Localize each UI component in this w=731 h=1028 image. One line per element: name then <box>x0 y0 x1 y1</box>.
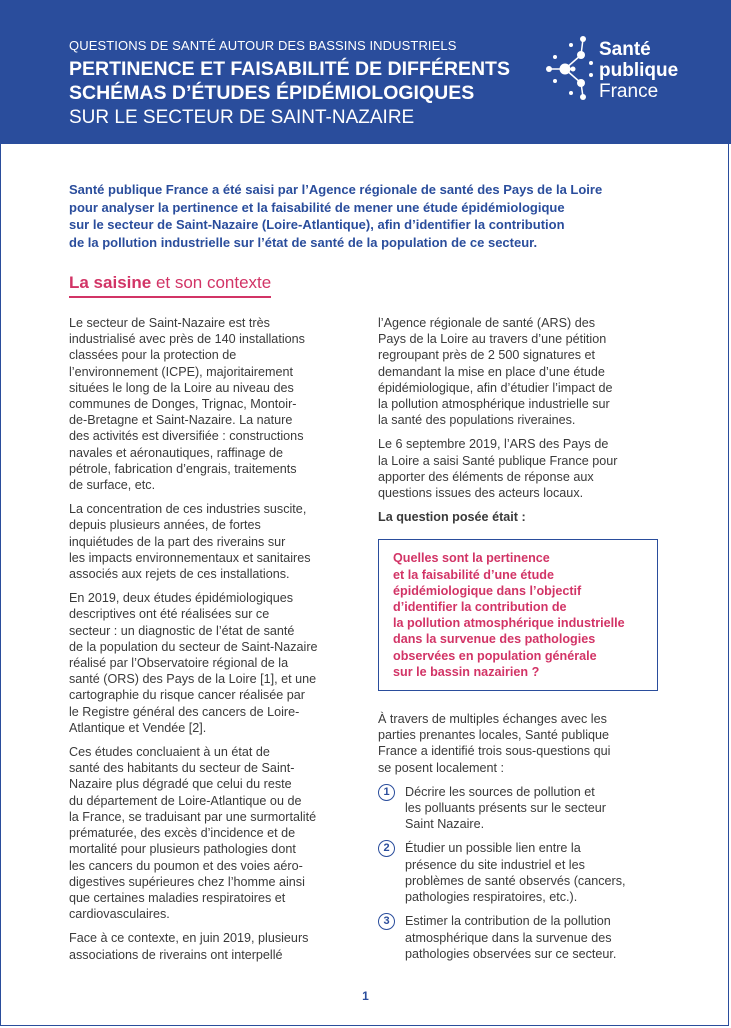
text-line: associés aux rejets de ces installations. <box>69 567 290 582</box>
text-line: du département de Loire-Atlantique ou de <box>69 793 302 808</box>
paragraph <box>378 436 663 501</box>
text-line: Nazaire plus dégradé que celui du reste <box>69 777 292 792</box>
text-line: de surface, etc. <box>69 478 156 493</box>
page-header <box>0 0 731 144</box>
section-title-rest: et son contexte <box>151 273 272 292</box>
sante-publique-france-logo <box>543 33 693 105</box>
paragraph <box>69 501 354 582</box>
subquestion-item <box>378 784 663 833</box>
text-line: présence du site industriel et les <box>405 857 585 872</box>
paragraph <box>378 315 663 428</box>
text-line: pétrole, fabrication d’engrais, traitements <box>69 461 297 476</box>
text-line: se posent localement : <box>378 760 505 775</box>
text-line: mortalité pour plusieurs pathologies dont <box>69 842 296 857</box>
text-line: l’environnement (ICPE), majoritairement <box>69 364 293 379</box>
text-line: Face à ce contexte, en juin 2019, plusieurs <box>69 931 309 946</box>
text-line: secteur : un diagnostic de l’état de santé <box>69 623 295 638</box>
text-line: Saint Nazaire. <box>405 817 485 832</box>
text-line: des activités est diversifiée : constructions <box>69 429 304 444</box>
text-line: industrialisé avec près de 140 installations <box>69 332 305 347</box>
text-line: Ces études concluaient à un état de <box>69 745 270 760</box>
text-line: de-Bretagne et Saint-Nazaire. La nature <box>69 413 293 428</box>
text-line: demandant la mise en place d’une étude <box>378 364 605 379</box>
text-line: les impacts environnementaux et sanitaires <box>69 550 311 565</box>
text-line: situées le long de la Loire au niveau des <box>69 380 294 395</box>
number-badge: 2 <box>378 840 395 857</box>
text-line: la Loire a saisi Santé publique France pour <box>378 453 618 468</box>
left-column <box>69 315 354 971</box>
question-label: La question posée était : <box>378 510 526 525</box>
header-title <box>69 57 539 105</box>
text-line: problèmes de santé observés (cancers, <box>405 873 626 888</box>
right-column <box>378 315 663 970</box>
text-line: pathologies respiratoires, etc.). <box>405 890 578 905</box>
text-line: épidémiologique, afin d’étudier l’impact de <box>378 380 613 395</box>
text-line: santé (ORS) des Pays de la Loire [1], et une <box>69 672 317 687</box>
paragraph <box>69 930 354 962</box>
text-line: descriptives ont été réalisées sur ce <box>69 607 270 622</box>
text-line: Atlantique et Vendée [2]. <box>69 720 207 735</box>
paragraph <box>69 315 354 493</box>
text-line: associations de riverains ont interpellé <box>69 947 283 962</box>
header-supertitle: QUESTIONS DE SANTÉ AUTOUR DES BASSINS INDUSTRIELS <box>69 38 457 53</box>
text-line: la pollution atmosphérique industrielle sur <box>378 397 610 412</box>
text-line: prématurée, des excès d’incidence et de <box>69 826 296 841</box>
intro-line: sur le secteur de Saint-Nazaire (Loire-Atlantique), afin d’identifier la contribution <box>69 217 565 232</box>
section-title <box>69 273 271 298</box>
subquestion-item <box>378 913 663 962</box>
intro-summary <box>69 181 669 251</box>
question-line: sur le bassin nazairien ? <box>393 664 540 679</box>
text-line: la France, se traduisant par une surmortalité <box>69 809 317 824</box>
text-line: En 2019, deux études épidémiologiques <box>69 591 294 606</box>
logo-wordmark <box>599 39 678 102</box>
intro-line: pour analyser la pertinence et la faisabilité de mener une étude épidémiologique <box>69 199 565 215</box>
text-line: inquiétudes de la part des riverains sur <box>69 534 286 549</box>
intro-line: Santé publique France a été saisi par l’Agence régionale de santé des Pays de la Loire <box>69 182 603 197</box>
text-line: réalisé par l’Observatoire régional de la <box>69 656 289 671</box>
text-line: cartographie du risque cancer réalisée par <box>69 688 305 703</box>
text-line: l’Agence régionale de santé (ARS) des <box>378 316 596 330</box>
text-line: Le 6 septembre 2019, l’ARS des Pays de <box>378 437 609 452</box>
number-badge: 3 <box>378 913 395 930</box>
question-line: la pollution atmosphérique industrielle <box>393 616 625 631</box>
header-title-line: SCHÉMAS D’ÉTUDES ÉPIDÉMIOLOGIQUES <box>69 82 475 104</box>
header-title-line: PERTINENCE ET FAISABILITÉ DE DIFFÉRENTS <box>69 58 510 80</box>
text-line: parties prenantes locales, Santé publique <box>378 728 610 743</box>
intro-line: de la pollution industrielle sur l’état de santé de la population de ce secteur. <box>69 234 538 250</box>
text-line: apporter des éléments de réponse aux <box>378 469 594 484</box>
logo-line: publique <box>599 60 679 81</box>
section-title-bold: La saisine <box>69 273 152 292</box>
logo-line: France <box>599 81 659 102</box>
text-line: digestives supérieures chez l’homme ainsi <box>69 874 305 889</box>
text-line: le Registre général des cancers de Loire- <box>69 704 300 719</box>
text-line: regroupant près de 2 500 signatures et <box>378 348 596 363</box>
text-line: depuis plusieurs années, de fortes <box>69 518 261 533</box>
text-line: les cancers du poumon et des voies aéro- <box>69 858 303 873</box>
text-line: classées pour la protection de <box>69 348 237 363</box>
text-line: questions issues des acteurs locaux. <box>378 486 584 501</box>
text-line: pathologies observées sur ce secteur. <box>405 946 617 961</box>
text-line: santé des habitants du secteur de Saint- <box>69 761 295 776</box>
paragraph <box>69 590 354 736</box>
text-line: La concentration de ces industries suscite, <box>69 502 307 517</box>
header-subtitle: SUR LE SECTEUR DE SAINT-NAZAIRE <box>69 107 415 128</box>
text-line: Étudier un possible lien entre la <box>405 841 581 856</box>
text-line: la santé des populations riveraines. <box>378 413 576 428</box>
paragraph <box>378 711 663 776</box>
text-line: Pays de la Loire au travers d’une pétition <box>378 332 607 347</box>
question-line: dans la survenue des pathologies <box>393 632 596 647</box>
question-line: observées en population générale <box>393 648 597 663</box>
subquestion-item <box>378 840 663 905</box>
text-line: que certaines maladies respiratoires et <box>69 890 286 905</box>
text-line: cardiovasculaires. <box>69 907 170 922</box>
text-line: les polluants présents sur le secteur <box>405 801 606 816</box>
text-line: Le secteur de Saint-Nazaire est très <box>69 316 270 330</box>
question-line: et la faisabilité d’une étude <box>393 567 554 582</box>
number-badge: 1 <box>378 784 395 801</box>
text-line: Estimer la contribution de la pollution <box>405 914 611 929</box>
text-line: Décrire les sources de pollution et <box>405 784 595 799</box>
question-box <box>378 539 658 691</box>
question-line: épidémiologique dans l’objectif <box>393 583 582 598</box>
question-line: d’identifier la contribution de <box>393 600 567 615</box>
page-number: 1 <box>362 989 369 1003</box>
text-line: France a identifié trois sous-questions qui <box>378 744 611 759</box>
text-line: navales et aéronautiques, raffinage de <box>69 445 284 460</box>
text-line: À travers de multiples échanges avec les <box>378 712 607 727</box>
text-line: communes de Donges, Trignac, Montoir- <box>69 397 297 412</box>
text-line: de la population du secteur de Saint-Nazaire <box>69 639 318 654</box>
paragraph <box>69 744 354 922</box>
question-line: Quelles sont la pertinence <box>393 551 550 566</box>
text-line: atmosphérique dans la survenue des <box>405 930 612 945</box>
molecule-logo-icon <box>543 33 599 105</box>
logo-line: Santé <box>599 39 651 60</box>
